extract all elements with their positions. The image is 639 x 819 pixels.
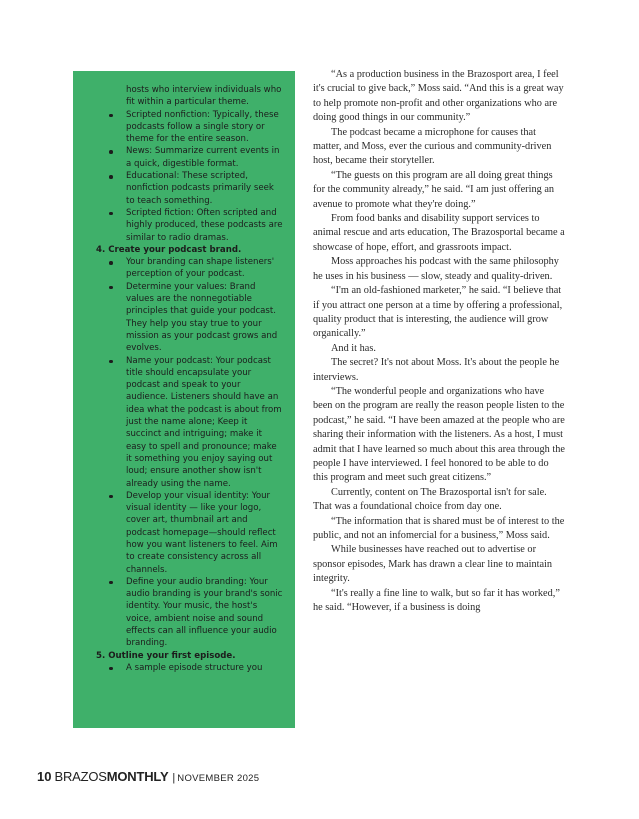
sidebar-list-item: News: Summarize current events in a quick, digestible format. xyxy=(96,145,283,170)
page-footer xyxy=(37,768,259,784)
article-paragraph: “The information that is shared must be of interest to the public, and not an infomercial for a business,” Moss said. xyxy=(313,515,565,541)
footer-separator: | xyxy=(172,772,176,784)
sidebar-list-item: hosts who interview individuals who fit within a particular theme. xyxy=(126,85,282,108)
issue-date: NOVEMBER 2025 xyxy=(177,773,260,784)
sidebar-list-item: Educational: These scripted, nonfiction podcasts primarily seek to teach something. xyxy=(96,170,283,207)
article-paragraph: “As a production business in the Brazosport area, I feel it's crucial to give back,” Moss said. “And this is a great way to help promote non-profit and other organizations who are doing good things in our community.” xyxy=(313,69,564,124)
page-number: 10 xyxy=(37,769,52,784)
article-paragraph: “The guests on this program are all doing great things for the community already,” he said. “I am just offering an avenue to promote what they're doing.” xyxy=(313,169,555,210)
sidebar-list-item: Develop your visual identity: Your visual identity — like your logo, cover art, thumbnail art and podcast homepage—should reflect how you want listeners to feel. Aim to create consistency across all channels. xyxy=(96,490,283,576)
sidebar-list-item: Scripted fiction: Often scripted and highly produced, these podcasts are similar to radio dramas. xyxy=(96,207,283,244)
article-paragraph: Currently, content on The Brazosportal isn't for sale. That was a foundational choice from day one. xyxy=(313,486,547,513)
article-paragraph: Moss approaches his podcast with the same philosophy he uses in his business — slow, steady and quality-driven. xyxy=(313,256,559,282)
article-paragraph: While businesses have reached out to advertise or sponsor episodes, Mark has drawn a clear line to maintain integrity. xyxy=(313,544,553,585)
publication-name-bold: MONTHLY xyxy=(106,769,169,784)
sidebar-heading: 4. Create your podcast brand. xyxy=(96,244,242,255)
sidebar-heading: 5. Outline your first episode. xyxy=(96,650,236,661)
sidebar-list-item: Your branding can shape listeners' perception of your podcast. xyxy=(96,256,283,281)
article-paragraph: “It's really a fine line to walk, but so far it has worked,” he said. “However, if a business is doing xyxy=(313,587,560,614)
article-paragraph: “I'm an old-fashioned marketer,” he said. “I believe that if you attract one person at a time by offering a professional, quality product that is interesting, the audience will grow organically.” xyxy=(313,285,563,340)
article-paragraph: “The wonderful people and organizations who have been on the program are really the reason people listen to the podcast,” he said. “I have been amazed at the people who are sharing their information with the listeners. As a host, I must admit that I have learned so much about this area through the people I have interviewed. I feel honored to be able to do this program and meet such great citizens.” xyxy=(313,385,565,484)
publication-name-regular: BRAZOS xyxy=(54,769,107,784)
sidebar-list-item: Name your podcast: Your podcast title should encapsulate your podcast and speak to your audience. Listeners should have an idea what the podcast is about from just the name alone; Keep it succinct and intriguing; make it easy to spell and pronounce; make it something you enjoy saying out loud; ensure another show isn't already using the name. xyxy=(96,355,283,490)
article-paragraph: From food banks and disability support services to animal rescue and arts education, The Brazosportal became a showcase of hope, effort, and grassroots impact. xyxy=(313,213,565,253)
sidebar-list-item: Determine your values: Brand values are the nonnegotiable principles that guide your podcast. They help you stay true to your mission as your podcast grows and evolves. xyxy=(96,281,283,355)
sidebar-list-item: Define your audio branding: Your audio branding is your brand's sonic identity. Your music, the host's voice, ambient noise and sound effects can all influence your audio branding. xyxy=(96,576,283,650)
article-paragraph: And it has. xyxy=(331,342,376,354)
sidebar-box xyxy=(73,71,295,728)
sidebar-list-item: A sample episode structure you xyxy=(96,662,283,674)
sidebar-list-item: Scripted nonfiction: Typically, these podcasts follow a single story or theme for the entire season. xyxy=(96,109,283,146)
article-paragraph: The podcast became a microphone for causes that matter, and Moss, ever the curious and community-driven host, became their storyteller. xyxy=(313,126,552,167)
article-column xyxy=(313,68,566,718)
article-paragraph: The secret? It's not about Moss. It's about the people he interviews. xyxy=(313,357,560,383)
